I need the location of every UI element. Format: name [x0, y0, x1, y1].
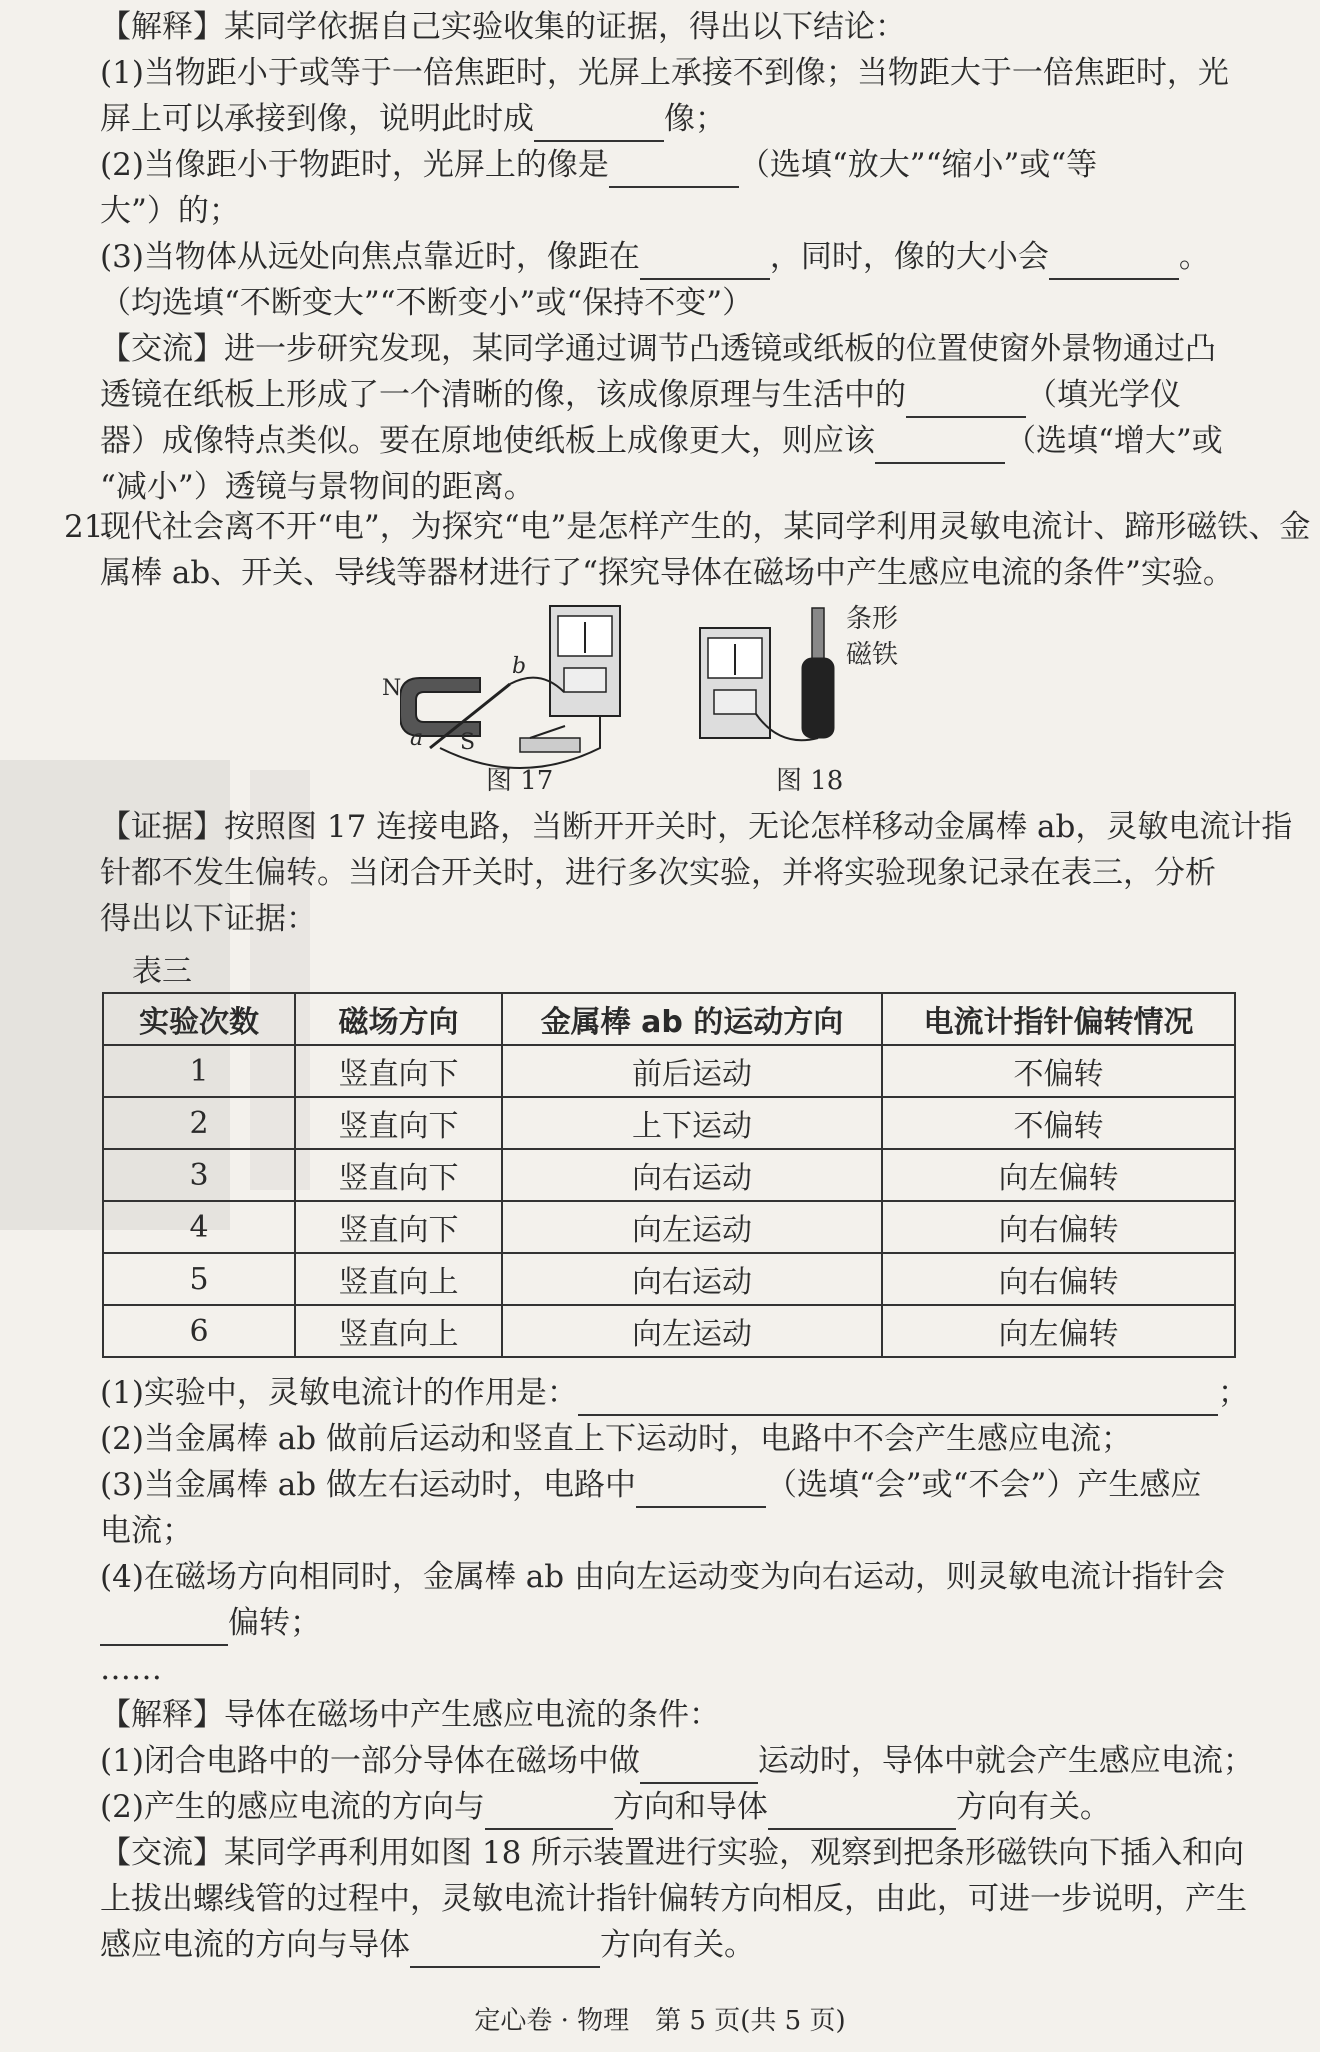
evidence-section: [100, 804, 1293, 942]
text: (2)当像距小于物距时，光屏上的像是: [100, 147, 609, 183]
answer-blank[interactable]: [410, 1932, 600, 1968]
text-line: 【证据】按照图 17 连接电路，当断开开关时，无论怎样移动金属棒 ab，灵敏电流计指: [100, 809, 1293, 845]
table-cell: 竖直向上: [295, 1253, 502, 1305]
table-cell: 竖直向下: [295, 1149, 502, 1201]
text-line: 现代社会离不开“电”，为探究“电”是怎样产生的，某同学利用灵敏电流计、蹄形磁铁、金: [100, 509, 1311, 545]
table-header-row: [103, 993, 1235, 1045]
table-cell: 向左运动: [502, 1201, 882, 1253]
answer-blank[interactable]: [636, 1472, 766, 1508]
text: （选填“放大”“缩小”或“等: [738, 147, 1098, 183]
table-cell: 6: [103, 1305, 295, 1357]
text-line: 【解释】导体在磁场中产生感应电流的条件：: [100, 1697, 720, 1733]
explanation-section: [100, 4, 1230, 510]
text-line: (2)当金属棒 ab 做前后运动和竖直上下运动时，电路中不会产生感应电流；: [100, 1421, 1132, 1457]
answer-blank[interactable]: [768, 1794, 956, 1830]
column-header: 实验次数: [103, 993, 295, 1045]
text: ；: [1217, 1375, 1249, 1411]
table-row: [103, 1305, 1235, 1357]
table-cell: 不偏转: [882, 1097, 1235, 1149]
table-row: [103, 1045, 1235, 1097]
text: 方向有关。: [600, 1927, 755, 1963]
text-line: “减小”）透镜与景物间的距离。: [100, 469, 535, 505]
text: 偏转；: [228, 1605, 321, 1641]
table-cell: 前后运动: [502, 1045, 882, 1097]
table-cell: 向左运动: [502, 1305, 882, 1357]
bar-magnet-label-line2: 磁铁: [846, 640, 899, 670]
table-cell: 竖直向下: [295, 1201, 502, 1253]
text: (1)闭合电路中的一部分导体在磁场中做: [100, 1743, 640, 1779]
question-number: 21.: [64, 509, 114, 545]
text: 感应电流的方向与导体: [100, 1927, 410, 1963]
text: 运动时，导体中就会产生感应电流；: [757, 1743, 1254, 1779]
text-line: 得出以下证据：: [100, 901, 317, 937]
text-line: [100, 372, 1230, 418]
text-line: (1)当物距小于或等于一倍焦距时，光屏上承接不到像；当物距大于一倍焦距时，光: [100, 55, 1229, 91]
column-header: 金属棒 ab 的运动方向: [502, 993, 882, 1045]
text: 透镜在纸板上形成了一个清晰的像，该成像原理与生活中的: [100, 377, 906, 413]
text-line: [100, 96, 1230, 142]
page-footer: 定心卷 · 物理 第 5 页(共 5 页): [474, 2006, 846, 2036]
text-line: 【解释】某同学依据自己实验收集的证据，得出以下结论：: [100, 9, 906, 45]
label-s: S: [460, 730, 476, 755]
text: 方向有关。: [955, 1789, 1111, 1825]
text-line: （均选填“不断变大”“不断变小”或“保持不变”）: [100, 285, 754, 321]
table-cell: 向右偏转: [882, 1201, 1235, 1253]
answer-blank[interactable]: [578, 1380, 1218, 1416]
text-line: [100, 418, 1230, 464]
answer-blank[interactable]: [100, 1610, 228, 1646]
text: (3)当物体从远处向焦点靠近时，像距在: [100, 239, 640, 275]
text: (1)实验中，灵敏电流计的作用是：: [100, 1375, 578, 1411]
text: (3)当金属棒 ab 做左右运动时，电路中: [100, 1467, 636, 1503]
table-cell: 向左偏转: [882, 1149, 1235, 1201]
figure-17-caption: 图 17: [486, 766, 554, 796]
text: （选填“会”或“不会”）产生感应: [765, 1467, 1202, 1503]
table-title: 表三: [132, 954, 192, 989]
table-cell: 2: [103, 1097, 295, 1149]
text-line: [100, 1462, 1230, 1508]
text: 方向和导体: [612, 1789, 768, 1825]
column-header: 磁场方向: [295, 993, 502, 1045]
text-line: ……: [100, 1651, 162, 1687]
text: （填光学仪: [1026, 377, 1181, 413]
answer-blank[interactable]: [534, 106, 664, 142]
data-table: [102, 992, 1236, 1358]
text-line: [100, 142, 1230, 188]
text-line: [100, 1784, 1230, 1830]
label-a: a: [410, 726, 424, 751]
table-cell: 3: [103, 1149, 295, 1201]
table-cell: 4: [103, 1201, 295, 1253]
column-header: 电流计指针偏转情况: [882, 993, 1235, 1045]
text-line: 针都不发生偏转。当闭合开关时，进行多次实验，并将实验现象记录在表三，分析: [100, 855, 1216, 891]
question-21-intro: [100, 504, 1311, 596]
text-line: 属棒 ab、开关、导线等器材进行了“探究导体在磁场中产生感应电流的条件”实验。: [100, 555, 1234, 591]
text: ，同时，像的大小会: [769, 239, 1049, 275]
table-cell: 向右运动: [502, 1149, 882, 1201]
sub-questions: [100, 1370, 1254, 1968]
text-line: [100, 1370, 1249, 1416]
answer-blank[interactable]: [906, 382, 1026, 418]
answer-blank[interactable]: [640, 1748, 758, 1784]
text: （选填“增大”或: [1005, 423, 1223, 459]
answer-blank[interactable]: [875, 428, 1005, 464]
text-line: [100, 1600, 1230, 1646]
text: 器）成像特点类似。要在原地使纸板上成像更大，则应该: [100, 423, 875, 459]
bar-magnet-label-line1: 条形: [846, 604, 899, 634]
table-cell: 向右运动: [502, 1253, 882, 1305]
table-row: [103, 1149, 1235, 1201]
text: 。: [1178, 239, 1210, 275]
text: 像；: [664, 101, 726, 137]
text-line: [100, 234, 1230, 280]
answer-blank[interactable]: [485, 1794, 613, 1830]
table-cell: 不偏转: [882, 1045, 1235, 1097]
table-row: [103, 1253, 1235, 1305]
text-line: 上拔出螺线管的过程中，灵敏电流计指针偏转方向相反，由此，可进一步说明，产生: [100, 1881, 1247, 1917]
table-cell: 1: [103, 1045, 295, 1097]
figure-18-caption: 图 18: [776, 766, 844, 796]
text: (2)产生的感应电流的方向与: [100, 1789, 485, 1825]
table-cell: 上下运动: [502, 1097, 882, 1149]
table-cell: 向右偏转: [882, 1253, 1235, 1305]
table-row: [103, 1201, 1235, 1253]
text-line: [100, 1738, 1254, 1784]
text-line: [100, 1922, 1230, 1968]
text-line: (4)在磁场方向相同时，金属棒 ab 由向左运动变为向右运动，则灵敏电流计指针会: [100, 1559, 1225, 1595]
table-cell: 向左偏转: [882, 1305, 1235, 1357]
table-cell: 竖直向上: [295, 1305, 502, 1357]
table-cell: 5: [103, 1253, 295, 1305]
text-line: 【交流】进一步研究发现，某同学通过调节凸透镜或纸板的位置使窗外景物通过凸: [100, 331, 1216, 367]
text-line: 大”）的；: [100, 193, 240, 229]
text-line: 电流；: [100, 1513, 193, 1549]
text-line: 【交流】某同学再利用如图 18 所示装置进行实验，观察到把条形磁铁向下插入和向: [100, 1835, 1245, 1871]
figures: [382, 598, 920, 808]
table-cell: 竖直向下: [295, 1045, 502, 1097]
table-row: [103, 1097, 1235, 1149]
text: 屏上可以承接到像，说明此时成: [100, 101, 534, 137]
label-n: N: [382, 676, 402, 701]
answer-blank[interactable]: [640, 244, 770, 280]
answer-blank[interactable]: [1049, 244, 1179, 280]
label-b: b: [512, 654, 527, 679]
table-cell: 竖直向下: [295, 1097, 502, 1149]
answer-blank[interactable]: [609, 152, 739, 188]
